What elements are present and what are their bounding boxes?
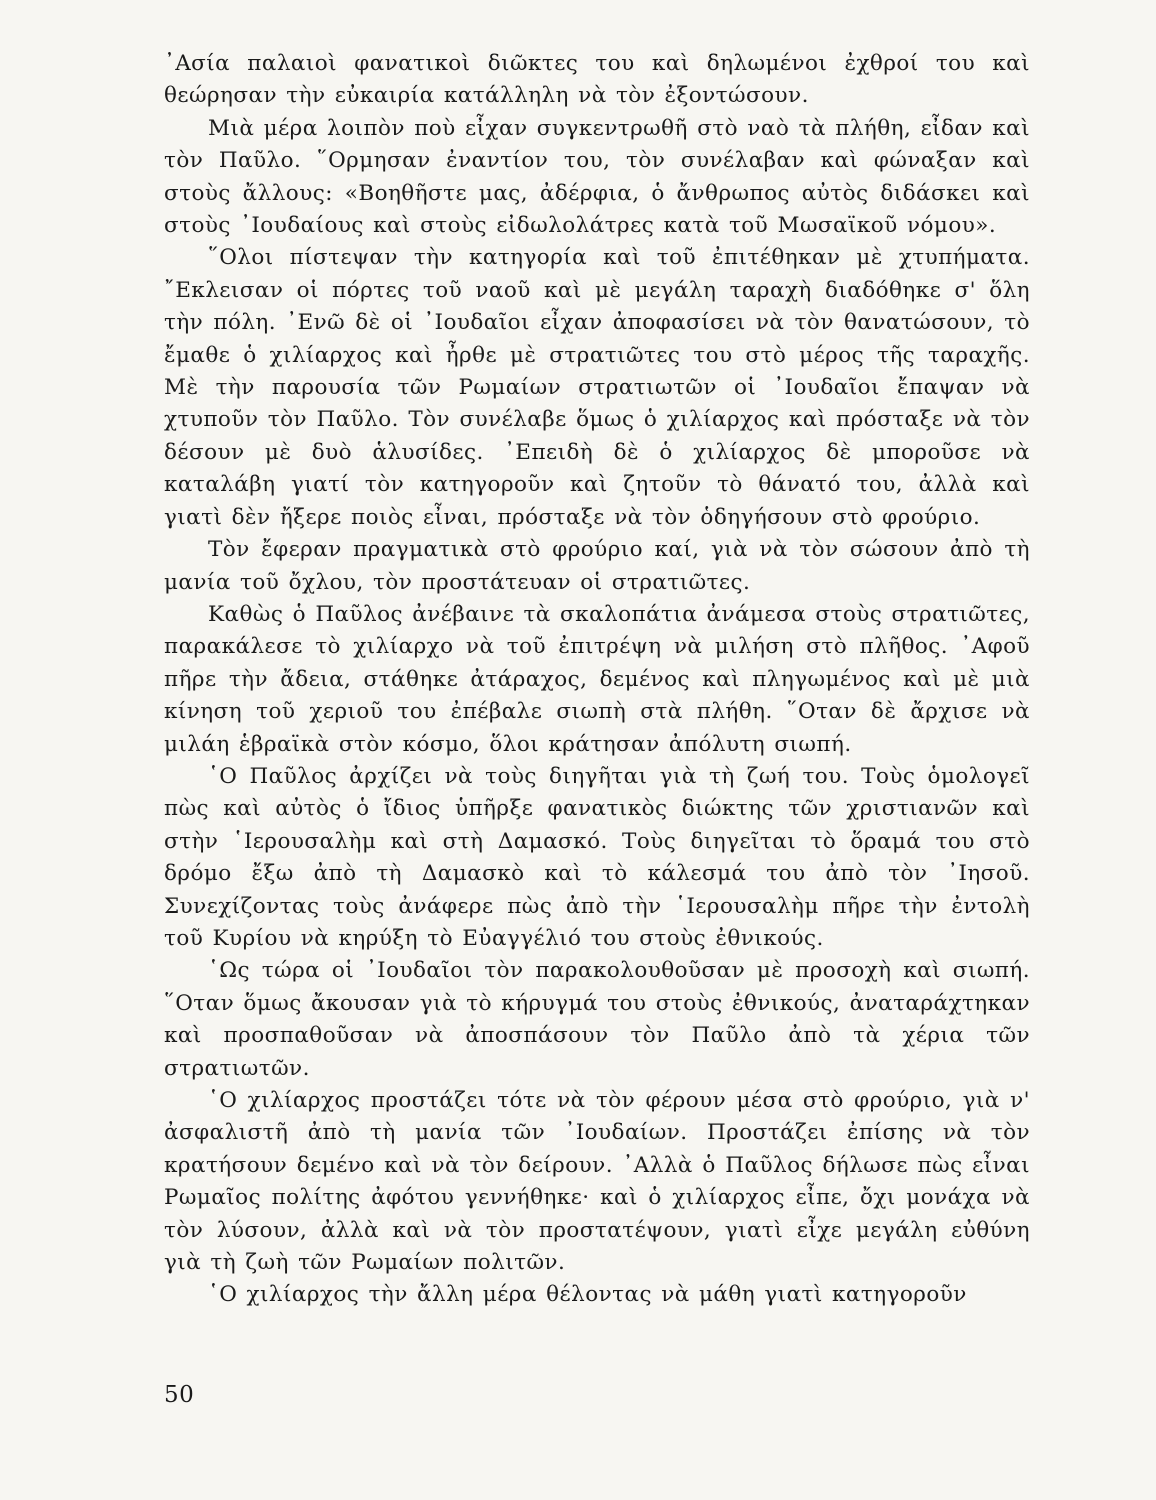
paragraph-7: ῾Ως τώρα οἱ ᾿Ιουδαῖοι τὸν παρακολουθοῦσαν μὲ προσοχὴ καὶ σιωπή. ῞Οταν ὅμως ἄκουσαν γιὰ τὸ κήρυγμά του στοὺς ἐθνικούς, ἀναταράχτηκαν καὶ προσπαθοῦσαν νὰ ἀποσπάσουν τὸν Παῦλο ἀπὸ τὰ χέρια τῶν στρατιωτῶν. [164, 958, 1030, 1081]
paragraph-9: ῾Ο χιλίαρχος τὴν ἄλλη μέρα θέλοντας νὰ μάθη γιατὶ κατηγοροῦν [208, 1282, 967, 1308]
paragraph-5: Καθὼς ὁ Παῦλος ἀνέβαινε τὰ σκαλοπάτια ἀνάμεσα στοὺς στρατιῶτες, παρακάλεσε τὸ χιλίαρχο νὰ τοῦ ἐπιτρέψη νὰ μιλήση στὸ πλῆθος. ᾿Αφοῦ πῆρε τὴν ἄδεια, στάθηκε ἀτάραχος, δεμένος καὶ πληγωμένος καὶ μὲ μιὰ κίνηση τοῦ χεριοῦ του ἐπέβαλε σιωπὴ στὰ πλήθη. ῞Οταν δὲ ἄρχισε νὰ μιλάη ἑβραϊκὰ στὸν κόσμο, ὅλοι κράτησαν ἀπόλυτη σιωπή. [164, 601, 1030, 757]
paragraph-6: ῾Ο Παῦλος ἀρχίζει νὰ τοὺς διηγῆται γιὰ τὴ ζωή του. Τοὺς ὁμολογεῖ πὼς καὶ αὐτὸς ὁ ἴδιος ὑπῆρξε φανατικὸς διώκτης τῶν χριστιανῶν καὶ στὴν ῾Ιερουσαλὴμ καὶ στὴ Δαμασκό. Τοὺς διηγεῖται τὸ ὅραμά του στὸ δρόμο ἔξω ἀπὸ τὴ Δαμασκὸ καὶ τὸ κάλεσμά του ἀπὸ τὸν ᾿Ιησοῦ. Συνεχίζοντας τοὺς ἀνάφερε πὼς ἀπὸ τὴν ῾Ιερουσαλὴμ πῆρε τὴν ἐντολὴ τοῦ Κυρίου νὰ κηρύξη τὸ Εὐαγγέλιό του στοὺς ἐθνικούς. [164, 763, 1030, 951]
paragraph-3: ῞Ολοι πίστεψαν τὴν κατηγορία καὶ τοῦ ἐπιτέθηκαν μὲ χτυπήματα. ῎Εκλεισαν οἱ πόρτες τοῦ ναοῦ καὶ μὲ μεγάλη ταραχὴ διαδόθηκε σ' ὅλη τὴν πόλη. ᾿Ενῶ δὲ οἱ ᾿Ιουδαῖοι εἶχαν ἀποφασίσει νὰ τὸν θανατώσουν, τὸ ἔμαθε ὁ χιλίαρχος καὶ ἦρθε μὲ στρατιῶτες του στὸ μέρος τῆς ταραχῆς. Μὲ τὴν παρουσία τῶν Ρωμαίων στρατιωτῶν οἱ ᾿Ιουδαῖοι ἔπαψαν νὰ χτυποῦν τὸν Παῦλο. Τὸν συνέλαβε ὅμως ὁ χιλίαρχος καὶ πρόσταξε νὰ τὸν δέσουν μὲ δυὸ ἁλυσίδες. ᾿Επειδὴ δὲ ὁ χιλίαρχος δὲ μποροῦσε νὰ καταλάβη γιατί τὸν κατηγοροῦν καὶ ζητοῦν τὸ θάνατό του, ἀλλὰ καὶ γιατὶ δὲν ἤξερε ποιὸς εἶναι, πρόσταξε νὰ τὸν ὁδηγήσουν στὸ φρούριο. [164, 245, 1030, 530]
page-body [164, 48, 1030, 1312]
paragraph-4: Τὸν ἔφεραν πραγματικὰ στὸ φρούριο καί, γιὰ νὰ τὸν σώσουν ἀπὸ τὴ μανία τοῦ ὄχλου, τὸν προστάτευαν οἱ στρατιῶτες. [164, 537, 1030, 595]
paragraph-8: ῾Ο χιλίαρχος προστάζει τότε νὰ τὸν φέρουν μέσα στὸ φρούριο, γιὰ ν' ἀσφαλιστῆ ἀπὸ τὴ μανία τῶν ᾿Ιουδαίων. Προστάζει ἐπίσης νὰ τὸν κρατήσουν δεμένο καὶ νὰ τὸν δείρουν. ᾿Αλλὰ ὁ Παῦλος δήλωσε πὼς εἶναι Ρωμαῖος πολίτης ἀφότου γεννήθηκε· καὶ ὁ χιλίαρχος εἶπε, ὄχι μονάχα νὰ τὸν λύσουν, ἀλλὰ καὶ νὰ τὸν προστατέψουν, γιατὶ εἶχε μεγάλη εὐθύνη γιὰ τὴ ζωὴ τῶν Ρωμαίων πολιτῶν. [164, 1088, 1030, 1276]
page-number: 50 [164, 1382, 195, 1408]
paragraph-1: ᾿Ασία παλαιοὶ φανατικοὶ διῶκτες του καὶ δηλωμένοι ἐχθροί του καὶ θεώρησαν τὴν εὐκαιρία κατάλληλη νὰ τὸν ἐξοντώσουν. [164, 51, 1030, 109]
paragraph-2: Μιὰ μέρα λοιπὸν ποὺ εἶχαν συγκεντρωθῆ στὸ ναὸ τὰ πλήθη, εἶδαν καὶ τὸν Παῦλο. ῞Ορμησαν ἐναντίον του, τὸν συνέλαβαν καὶ φώναξαν καὶ στοὺς ἄλλους: «Βοηθῆστε μας, ἀδέρφια, ὁ ἄνθρωπος αὐτὸς διδάσκει καὶ στοὺς ᾿Ιουδαίους καὶ στοὺς εἰδωλολάτρες κατὰ τοῦ Μωσαϊκοῦ νόμου». [164, 115, 1030, 239]
